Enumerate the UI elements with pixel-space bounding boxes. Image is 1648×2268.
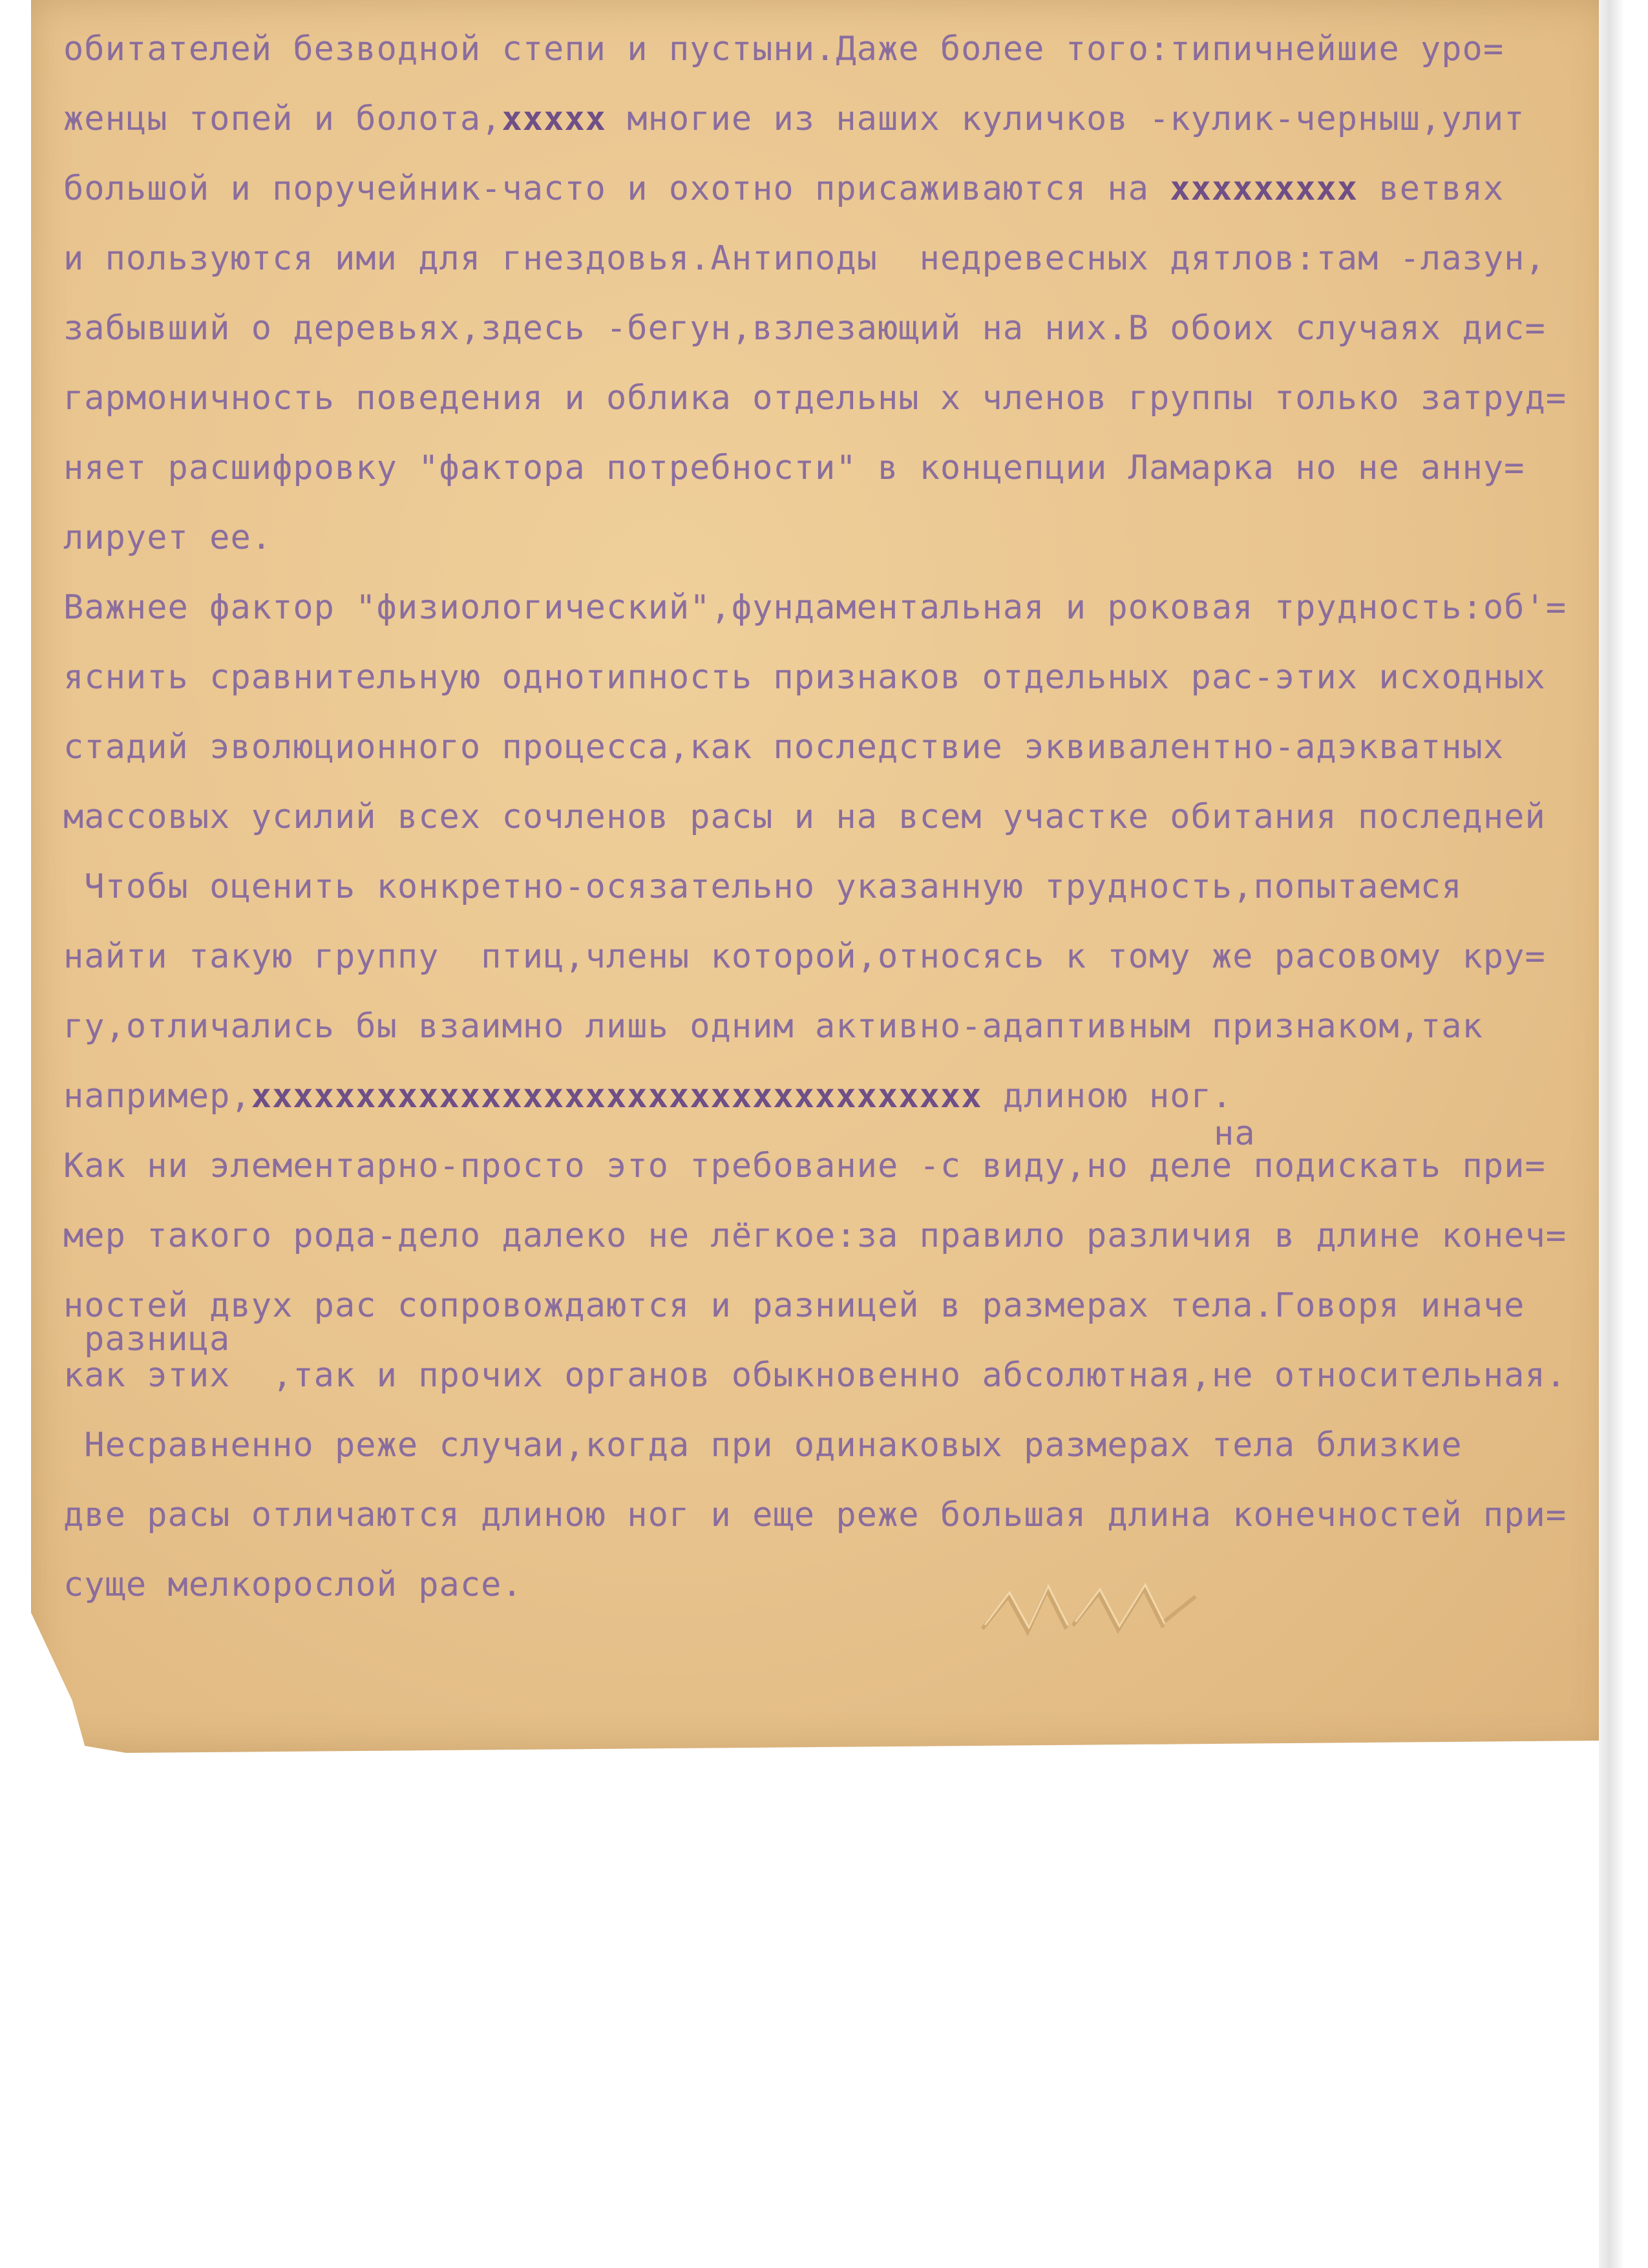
text-line: и пользуются ими для гнездовья.Антиподы недревесных дятлов:там -лазун, xyxy=(63,239,1546,278)
text-line: Несравненно реже случаи,когда при одинаковых размерах тела близкие xyxy=(63,1426,1463,1465)
text-line: обитателей безводной степи и пустыни.Даже более того:типичнейшие уро= xyxy=(63,30,1505,69)
text-line: две расы отличаются длиною ног и еще реже большая длина конечностей при= xyxy=(63,1496,1567,1534)
text-line: найти такую группу птиц,члены которой,относясь к тому же расовому кру= xyxy=(63,937,1546,976)
text-line: лирует ее. xyxy=(63,518,273,557)
text-line: Как ни элементарно-просто это требование -с виду,но деле подискать при= xyxy=(63,1147,1546,1185)
text-line: массовых усилий всех сочленов расы и на всем участке обитания последней xyxy=(63,798,1546,836)
text-line: Чтобы оценить конкретно-осязательно указанную трудность,попытаемся xyxy=(63,867,1463,906)
text-line: например,xxxxxxxxxxxxxxxxxxxxxxxxxxxxxxxxxxx длиною ног. xyxy=(63,1077,1233,1116)
struck-out-text: xxxxx xyxy=(502,100,606,138)
embossed-mark xyxy=(969,1571,1215,1648)
text-line: яснить сравнительную однотипность признаков отдельных рас-этих исходных xyxy=(63,658,1546,697)
struck-out-text: xxxxxxxxx xyxy=(1170,169,1358,208)
text-line: женцы топей и болота,xxxxx многие из наших куличков -кулик-черныш,улит xyxy=(63,100,1525,138)
text-line: забывший о деревьях,здесь -бегун,взлезающий на них.В обоих случаях дис= xyxy=(63,309,1546,348)
page-edge-shadow xyxy=(1599,0,1625,2268)
text-line: Важнее фактор "физиологический",фундаментальная и роковая трудность:об'= xyxy=(63,588,1567,627)
text-line: большой и поручейник-часто и охотно присаживаются на xxxxxxxxx ветвях xyxy=(63,169,1505,208)
text-line: гармоничность поведения и облика отдельны х членов группы только затруд= xyxy=(63,379,1567,418)
text-line: ностей двух рас сопровождаются и разницей в размерах тела.Говоря иначе xyxy=(63,1286,1525,1325)
text-line: няет расшифровку "фактора потребности" в концепции Ламарка но не анну= xyxy=(63,449,1525,487)
text-line: суще мелкорослой расе. xyxy=(63,1565,523,1604)
text-line: мер такого рода-дело далеко не лёгкое:за правило различия в длине конеч= xyxy=(63,1216,1567,1255)
typewritten-text: обитателей безводной степи и пустыни.Даже более того:типичнейшие уро= женцы топей и болота,xxxxx многие из наших куличков -кулик-черныш,улит большой и поручейник-часто и охотно присаживаются на xxxxxxxxx ветвях и пользуются ими для гнездовья.Антиподы недревесных дятлов:там -лазун, забывший о деревьях,здесь -бегун,взлезающий на них.В обоих случаях дис= гармоничность поведения и облика отдельны х членов группы только затруд= няет расшифровку "фактора потребности" в концепции Ламарка но не анну= лирует ее. Важнее фактор "физиологический",фундаментальная и роковая трудность:об'= яснить сравнительную однотипность признаков отдельных рас-этих исходных стадий эволюционного процесса,как последствие эквивалентно-адэкватных массовых усилий всех сочленов расы и на всем участке обитания последней Чтобы оценить конкретно-осязательно указанную трудность,попытаемся найти такую группу птиц,члены которой,относясь к тому же расовому кру= гу,отличались бы взаимно лишь одним активно-адаптивным признаком,так например,xxxxxxxxxxxxxxxxxxxxxxxxxxxxxxxxxxx длиною ног. на Как ни элементарно-просто это требование -с виду,но деле подискать при= мер такого рода-дело далеко не лёгкое:за правило различия в длине конеч= ностей двух рас сопровождаются и разницей в размерах тела.Говоря иначе разница как этих ,так и прочих органов обыкновенно абсолютная,не относительная. Несравненно реже случаи,когда при одинаковых размерах тела близкие две расы отличаются длиною ног и еще реже большая длина конечностей при= суще мелкорослой расе. xyxy=(63,23,1601,1629)
text-line: гу,отличались бы взаимно лишь одним активно-адаптивным признаком,так xyxy=(63,1007,1483,1046)
text-line: стадий эволюционного процесса,как последствие эквивалентно-адэкватных xyxy=(63,728,1505,767)
struck-out-text: xxxxxxxxxxxxxxxxxxxxxxxxxxxxxxxxxxx xyxy=(251,1077,982,1116)
text-line: как этих ,так и прочих органов обыкновенно абсолютная,не относительная. xyxy=(63,1356,1567,1395)
